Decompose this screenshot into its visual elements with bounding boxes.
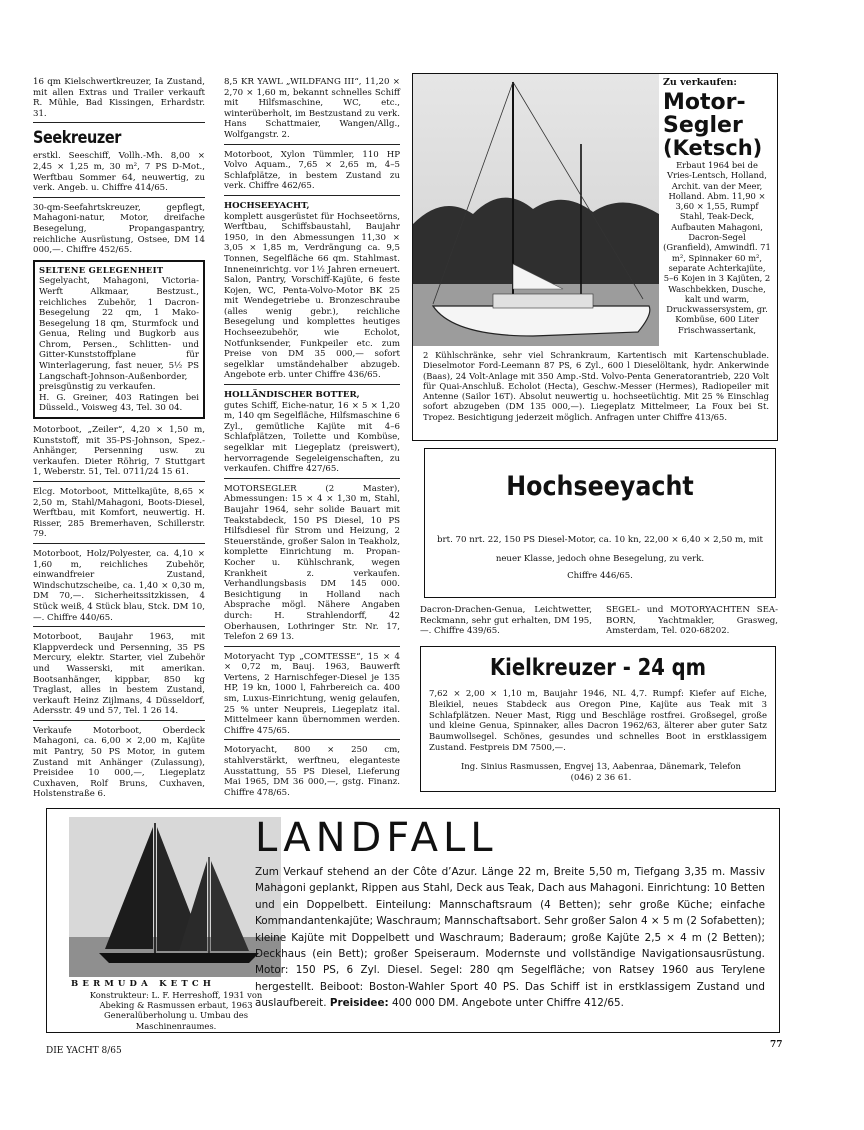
ad-motorboot-holz: Motorboot, Holz/Polyester, ca. 4,10 × 1,60 m, reichliches Zubehör, einwandfreier Zustand, Windschutzscheibe, ca. 1,40 × 0,30 m, DM 70,—. Sicherheitssitzkissen, 4 Stück weiß, 4 Stück blau, Stck. DM 10,—. Chiffre 440/65. (33, 548, 205, 623)
hochseeyacht-title: Hochseeyacht (506, 471, 694, 502)
ad-verkaufe-motorboot: Verkaufe Motorboot, Oberdeck Mahagoni, ca. 6,00 × 2,00 m, Kajüte mit Pantry, 50 PS Motor, in gutem Zustand mit Anhänger (Zulassung), Preisidee 10 000,—, Liegeplatz Cuxhaven, Rolf Bruns, Cuxhaven, Holstenstraße 6. (33, 725, 205, 800)
divider (224, 478, 400, 479)
bermuda-ketch-photo (69, 817, 281, 977)
divider (33, 720, 205, 721)
kielkreuzer-contact: Ing. Sinius Rasmussen, Engvej 13, Aabenraa, Dänemark, Telefon (046) 2 36 61. (460, 762, 742, 783)
motorsegler-header (663, 77, 773, 160)
ad-hochseeyacht-title: HOCHSEEYACHT, (224, 200, 310, 211)
divider (224, 739, 400, 740)
divider (224, 646, 400, 647)
motorsegler-title-2: Segler (663, 113, 743, 138)
divider (33, 543, 205, 544)
ad-motorboot-1963: Motorboot, Baujahr 1963, mit Klappverdeck und Persenning, 35 PS Mercury, elektr. Starter, viel Zubehör und Wasserski, mit amerikan. Bootsanhänger, kippbar, 850 kg Traglast, alles in bestem Zustand, verkauft Heinz Zijlmans, 4 Düsseldorf, Adersstr. 49 und 57, Tel. 1 26 14. (33, 632, 205, 717)
ad-kielschwertkreuzer: 16 qm Kielschwertkreuzer, Ia Zustand, mit allen Extras und Trailer verkauft R. Mühle, Bad Kissingen, Erhardstr. 31. (33, 77, 205, 119)
hochseeyacht-text: brt. 70 nrt. 22, 150 PS Diesel-Motor, ca. 10 kn, 22,00 × 6,40 × 2,50 m, mit neuer Klasse, jedoch ohne Besegelung, zu verk. (437, 535, 763, 564)
motorsegler-title-3: (Ketsch) (663, 136, 763, 160)
column-1 (33, 77, 205, 800)
ad-motoryacht-800: Motoryacht, 800 × 250 cm, stahlverstärkt, werftneu, eleganteste Ausstattung, 55 PS Diesel, Lieferung Mai 1965, DM 36 000,—, gstg. Finanz. Chiffre 478/65. (224, 745, 400, 798)
ad-box-motorsegler (412, 73, 778, 441)
ad-dacron-genua: Dacron-Drachen-Genua, Leichtwetter, Reckmann, sehr gut erhalten, DM 195,—. Chiffre 439/65. (420, 605, 592, 637)
landfall-price-label: Preisidee: (329, 997, 389, 1010)
footer-magazine-issue: DIE YACHT 8/65 (46, 1046, 122, 1056)
bermuda-ketch-image (69, 817, 281, 977)
divider (224, 384, 400, 385)
bermuda-ketch-subtext: Konstrukteur: L. F. Herreshoff, 1931 von Abeking & Rasmussen erbaut, 1963 Generalüberholung u. Umbau des Maschinenraumes. (89, 990, 263, 1031)
kielkreuzer-title: Kielkreuzer - 24 qm (489, 655, 707, 681)
ad-seefahrtskreuzer: 30-qm-Seefahrtskreuzer, gepflegt, Mahagoni-natur, Motor, dreifache Besegelung, Propangaspantry, reichliche Ausrüstung, Ostsee, DM 14 000,—. Chiffre 452/65. (33, 202, 205, 256)
landfall-title: LANDFALL (255, 815, 498, 861)
heading-seekreuzer: Seekreuzer (33, 128, 121, 149)
ad-motorboot-mittelkajuete: Elcg. Motorboot, Mittelkajüte, 8,65 × 2,50 m, Stahl/Mahagoni, Boots-Diesel, Werftbau, mit Komfort, neuwertig. H. Risser, 285 Bremerhaven, Schillerstr. 79. (33, 487, 205, 540)
divider (224, 195, 400, 196)
divider (224, 144, 400, 145)
landfall-body: Zum Verkauf stehend an der Côte d’Azur. Länge 22 m, Breite 5,50 m, Tiefgang 3,35 m. Massiv Mahagoni geplankt, Rippen aus Stahl, Deck aus Teak, Dach aus Mahagoni. Einrichtung: 10 Betten und ein Doppelbett. Einteilung: Mannschaftsraum (4 Betten); sehr große Küche; einfache Kommandantenkajüte; Waschraum; Mannschaftsabort. Sehr großer Salon 4 × 5 m (2 Sofabetten); kleine Kajüte mit Doppelbett und Waschraum; Baderaum; große Kajüte 2,5 × 4 m (2 Betten); Deckhaus (ein Bett); großer Speiseraum. Modernste und vollständige Navigationsausrüstung. Motor: 150 PS, 6 Zyl. Diesel. Segel: 280 qm Segelfläche; von Ratsey 1960 aus Terylene hergestellt. Beiboot: Boston-Wahler Sport 40 PS. Das Schiff ist in erstklassigem Zustand und auslaufbereit. (255, 866, 765, 1010)
motorsegler-side-text: Erbaut 1964 bei de Vries-Lentsch, Holland, Archit. van der Meer, Holland. Abm. 11,90 × 3,60 × 1,55, Rumpf Stahl, Teak-Deck, Aufbauten Mahagoni, Dacron-Segel (Granfield), Amwindfl. 71 m², Spinnaker 60 m², separate Achterkajüte, 5–6 Kojen in 3 Kajüten, 2 Waschbekken, Dusche, kalt und warm, Druckwassersystem, gr. Kombüse, 600 Liter Frischwassertank, (663, 160, 771, 335)
ad-box-seltene-gelegenheit (33, 260, 205, 419)
ad-box-hochseeyacht (424, 448, 776, 598)
box-title: SELTENE GELEGENHEIT (39, 264, 164, 275)
bermuda-ketch-caption: BERMUDA KETCH (71, 979, 216, 989)
ad-xylon-tuemmler: Motorboot, Xylon Tümmler, 110 HP Volvo Aquam., 7,65 × 2,65 m, 4–5 Schlafplätze, in bestem Zustand zu verk. Chiffre 462/65. (224, 149, 400, 192)
box-text: Segelyacht, Mahagoni, Victoria-Werft Alkmaar, Bestzust., reichliches Zubehör, 1 Dacron-Besegelung 22 qm, 1 Mako-Besegelung 18 qm, Sturmfock und Genua, Reling und Bugkorb aus Chrom, Persen., Schlitten- und Gitter-Kunststoffplane für Winterlagerung, fast neuer, 5½ PS Langschaft-Johnson-Außenborder, preisgünstig zu verkaufen. (39, 276, 199, 393)
box-contact: H. G. Greiner, 403 Ratingen bei Düsseld., Voisweg 43, Tel. 30 04. (39, 392, 199, 414)
ad-segel-motoryachten: SEGEL- und MOTORYACHTEN SEA-BORN, Yachtmakler, Grasweg, Amsterdam, Tel. 020-68202. (606, 605, 778, 637)
footer-page-number: 77 (770, 1040, 783, 1050)
motorsegler-bottom-text: 2 Kühlschränke, sehr viel Schrankraum, Kartentisch mit Kartenschublade. Dieselmotor Ford-Leemann 87 PS, 6 Zyl., 600 l Dieselöltank, hydr. Ankerwinde (Baas), 24 Volt-Anlage mit 350 Amp.-Std. Volvo-Penta Generatorantrieb, 220 Volt für Quai-Anschluß. Echolot (Hecta), Geschw.-Messer (Hermes), Radiopeiler mit Antenne (Sailor 16T). Absolut neuwertig u. hochseetüchtig. Mit 25 % Einschlag sofort abzugeben (DM 135 000,—). Liegeplatz Mittelmeer, La Foux bei St. Tropez. Besichtigung jederzeit möglich. Anfragen unter Chiffre 413/65. (423, 350, 769, 422)
ketch-photo-image (413, 74, 659, 346)
divider (33, 122, 205, 123)
ad-box-kielkreuzer (420, 646, 776, 792)
divider (33, 197, 205, 198)
ad-botter-title: HOLLÄNDISCHER BOTTER, (224, 390, 360, 401)
ad-motorboot-zeiler: Motorboot, „Zeiler“, 4,20 × 1,50 m, Kunststoff, mit 35-PS-Johnson, Spez.-Anhänger, Persenning usw. zu verkaufen. Dieter Röhrig, 7 Stuttgart 1, Weberstr. 51, Tel. 0711/24 15 61. (33, 425, 205, 478)
hochseeyacht-chiffre: Chiffre 446/65. (567, 571, 633, 581)
ad-botter-text: gutes Schiff, Eiche-natur, 16 × 5 × 1,20 m, 140 qm Segelfläche, Hilfsmaschine 6 Zyl., gemütliche Kajüte mit 4–6 Schlafplätzen, Toilette und Kombüse, segelklar mit Liegeplatz (preiswert), hervorragende Segeleigenschaften, zu verkaufen. Chiffre 427/65. (224, 400, 400, 475)
kielkreuzer-text: 7,62 × 2,00 × 1,10 m, Baujahr 1946, NL 4,7. Rumpf: Kiefer auf Eiche, Bleikiel, neues Stabdeck aus Oregon Pine, Kajüte aus Teak mit 3 Schlafplätzen. Neuer Mast, Rigg und Beschläge rostfrei. Großsegel, große und kleine Genua, Spinnaker, alles Dacron 1962/63, älterer aber guter Satz Baumwollsegel. Schönes, gesundes und schnelles Boot in erstklassigem Zustand. Festpreis DM 7500,—. (429, 689, 767, 753)
ketch-photo (413, 74, 659, 346)
divider (33, 481, 205, 482)
motorsegler-title-1: Motor- (663, 90, 746, 115)
ad-motorsegler-2master: MOTORSEGLER (2 Master), Abmessungen: 15 × 4 × 1,30 m, Stahl, Baujahr 1964, sehr solide Bauart mit Teakstabdeck, 150 PS Diesel, 10 PS Hilfsdiesel für Strom und Heizung, 2 Steuerstände, großer Salon in Teakholz, komplette Einrichtung m. Propan-Kocher u. Kühlschrank, wegen Krankheit z. verkaufen. Verhandlungsbasis DM 145 000. Besichtigung in Holland nach Absprache mögl. Nähere Angaben durch: H. Strahlendorff, 42 Oberhausen, Lothringer Str. Nr. 17, Telefon 2 69 13. (224, 483, 400, 643)
ad-seekreuzer: erstkl. Seeschiff, Vollh.-Mh. 8,00 × 2,45 × 1,25 m, 30 m², 7 PS D-Mot., Werftbau Sommer 64, neuwertig, zu verk. Angeb. u. Chiffre 414/65. (33, 151, 205, 194)
ad-box-landfall (46, 808, 780, 1033)
ad-comtesse: Motoryacht Typ „COMTESSE“, 15 × 4 × 0,72 m, Bauj. 1963, Bauwerft Vertens, 2 Harnischfeger-Diesel je 135 HP, 19 kn, 1000 l, Fahrbereich ca. 400 sm, Luxus-Einrichtung, wenig gelaufen, 25 % unter Neupreis, Liegeplatz ital. Mittelmeer kann übernommen werden. Chiffre 475/65. (224, 651, 400, 736)
landfall-text (255, 864, 765, 1012)
ad-yawl-wildfang: 8,5 KR YAWL „WILDFANG III“, 11,20 × 2,70 × 1,60 m, bekannt schnelles Schiff mit Hilfsmaschine, WC, etc., winterüberholt, im Bestzustand zu verk. Hans Schattmaier, Wangen/Allg., Wolfgangstr. 2. (224, 77, 400, 140)
ad-hochseeyacht-text: komplett ausgerüstet für Hochseetörns, Werftbau, Schiffsbaustahl, Baujahr 1950, in den Abmessungen 11,30 × 3,05 × 1,85 m, Verdrängung ca. 9,5 Tonnen, Segelfläche 66 qm. Stahlmast. Inneneinrichtg. vor 1½ Jahren erneuert. Salon, Pantry, Vorschiff-Kajüte, 6 feste Kojen, WC, Penta-Volvo-Motor BK 25 mit Wendegetriebe u. Bronzeschraube (alles wenig gebr.), reichliche Besegelung und komplettes heutiges Hochseezubehör, wie Echolot, Notfunksender, Funkpeiler etc. zum Preise von DM 35 000,— sofort segelklar umständehalber abzugeb. Angebote erb. unter Chiffre 436/65. (224, 211, 400, 381)
zu-verkaufen-label: Zu verkaufen: (663, 77, 737, 88)
divider (33, 626, 205, 627)
column-2 (224, 77, 400, 798)
landfall-price: 400 000 DM. Angebote unter Chiffre 412/65. (391, 997, 624, 1010)
